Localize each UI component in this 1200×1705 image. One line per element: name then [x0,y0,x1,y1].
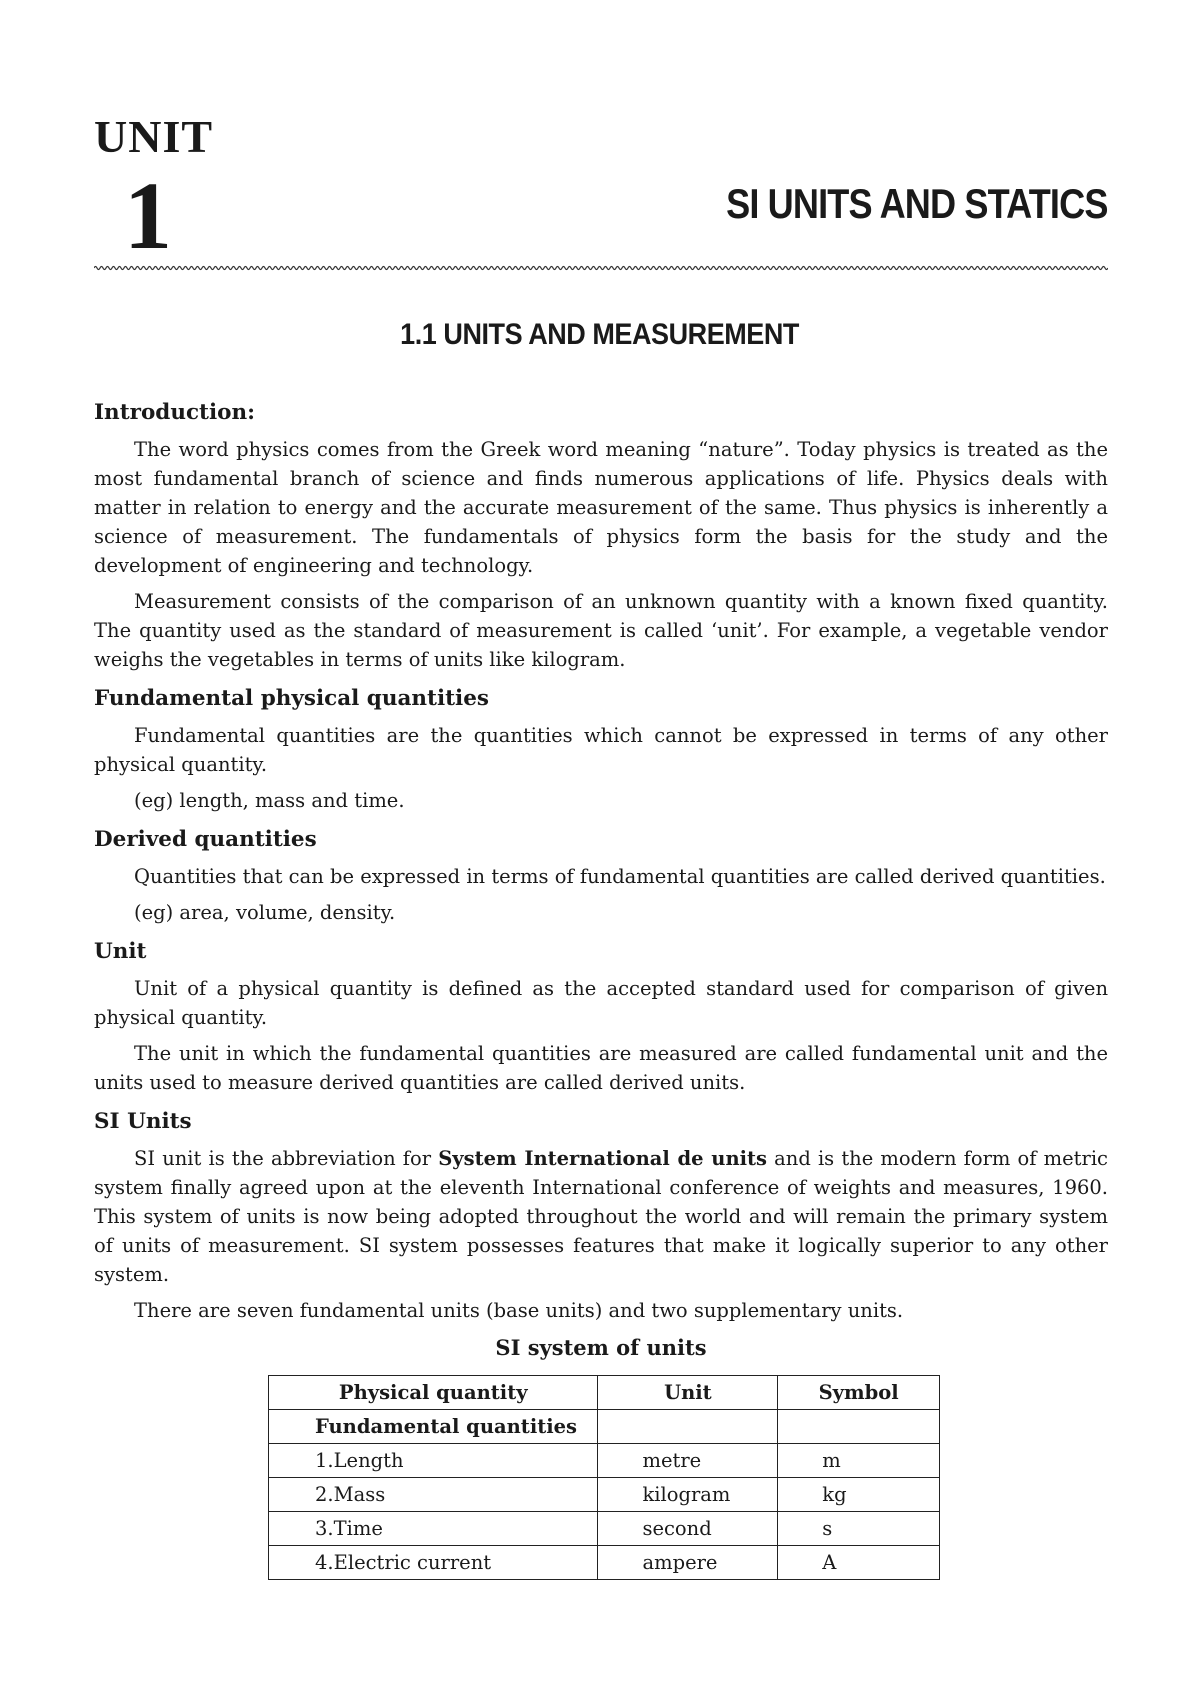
unit-paragraph-2: The unit in which the fundamental quantities are measured are called fundamental unit and the units used to measure derived quantities are called derived units. [94,1042,1108,1094]
section-title: 1.1 UNITS AND MEASUREMENT [400,318,800,351]
cell-symbol: s [778,1512,940,1546]
table-title: SI system of units [495,1335,707,1360]
derived-example: (eg) area, volume, density. [134,901,396,924]
cell-symbol: m [778,1444,940,1478]
header-unit: Unit [598,1376,778,1410]
cell-unit: second [598,1512,778,1546]
unit-paragraph-1: Unit of a physical quantity is defined as the accepted standard used for comparison of given physical quantity. [94,977,1108,1029]
cell-quantity: 1.Length [269,1444,598,1478]
heading-si-units: SI Units [94,1109,192,1134]
unit-title: SI UNITS AND STATICS [726,180,1108,227]
table-row [269,1444,940,1478]
si-paragraph-1: SI unit is the abbreviation for System International de units and is the modern form of metric system finally agreed upon at the eleventh International conference of weights and measures, 1960. This system of units is now being adopted throughout the world and will remain the primary system of units of measurement. SI system possesses features that make it logically superior to any other system. [94,1147,1108,1286]
document-body [94,398,1108,1580]
heading-fundamental-quantities: Fundamental physical quantities [94,686,489,711]
si-paragraph-2: There are seven fundamental units (base units) and two supplementary units. [134,1299,904,1322]
cell-unit: kilogram [598,1478,778,1512]
heading-derived-quantities: Derived quantities [94,827,317,852]
header-symbol: Symbol [778,1376,940,1410]
group-label: Fundamental quantities [269,1410,598,1444]
table-group-row [269,1410,940,1444]
unit-label: UNIT [94,111,214,162]
header-physical-quantity: Physical quantity [269,1376,598,1410]
fundamental-example: (eg) length, mass and time. [134,789,405,812]
si-full-name: System International de units [438,1147,768,1170]
table-header-row [269,1376,940,1410]
cell-quantity: 4.Electric current [269,1546,598,1580]
table-row [269,1546,940,1580]
wavy-divider [94,264,1108,272]
cell-symbol: kg [778,1478,940,1512]
intro-paragraph-2: Measurement consists of the comparison of an unknown quantity with a known fixed quantity. The quantity used as the standard of measurement is called ‘unit’. For example, a vegetable vendor weighs the vegetables in terms of units like kilogram. [94,590,1108,671]
unit-number: 1 [124,162,172,269]
si-units-table [268,1375,940,1580]
table-row [269,1478,940,1512]
cell-quantity: 2.Mass [269,1478,598,1512]
table-row [269,1512,940,1546]
derived-paragraph: Quantities that can be expressed in terms of fundamental quantities are called derived quantities. [134,865,1106,888]
intro-paragraph-1: The word physics comes from the Greek word meaning “nature”. Today physics is treated as the most fundamental branch of science and finds numerous applications of life. Physics deals with matter in relation to energy and the accurate measurement of the same. Thus physics is inherently a science of measurement. The fundamentals of physics form the basis for the study and the development of engineering and technology. [94,438,1108,577]
cell-quantity: 3.Time [269,1512,598,1546]
heading-introduction: Introduction: [94,400,256,425]
heading-unit: Unit [94,939,147,964]
cell-symbol: A [778,1546,940,1580]
fundamental-paragraph: Fundamental quantities are the quantities which cannot be expressed in terms of any other physical quantity. [94,724,1108,776]
cell-unit: ampere [598,1546,778,1580]
cell-unit: metre [598,1444,778,1478]
